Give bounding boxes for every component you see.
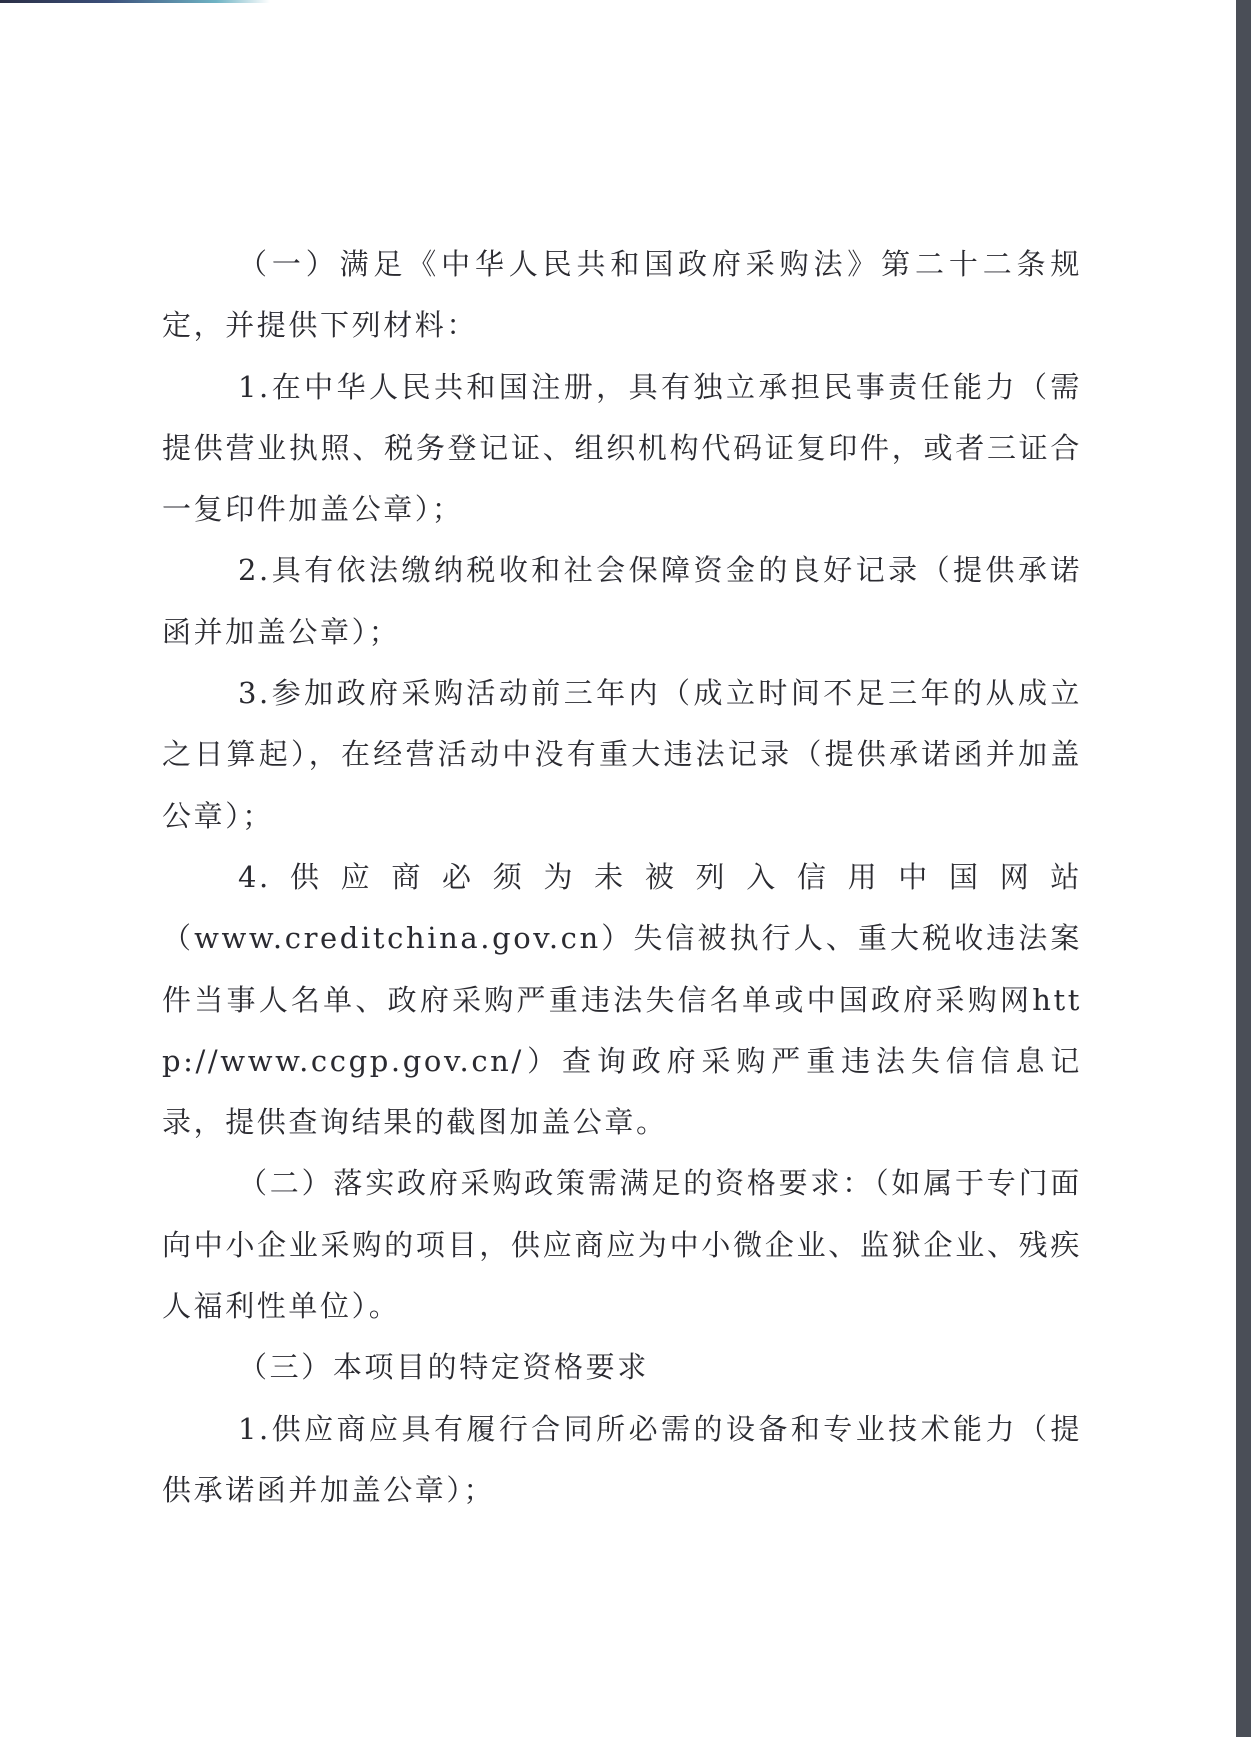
section-1-item-2 (162, 540, 1082, 663)
section-1-text: 满足《中华人民共和国政府采购法》第二十二条规定，并提供下列材料： (162, 247, 1082, 343)
item-text: 参加政府采购活动前三年内（成立时间不足三年的从成立之日算起），在经营活动中没有重大违法记录（提供承诺函并加盖公章）； (162, 676, 1082, 833)
item-text: 供应商应具有履行合同所必需的设备和专业技术能力（提供承诺函并加盖公章）； (162, 1411, 1082, 1507)
section-1-item-3 (162, 663, 1082, 847)
section-3-heading (162, 1337, 1082, 1398)
section-1-item-4 (162, 847, 1082, 1153)
item-number: 1. (238, 369, 271, 404)
item-number: 2. (238, 553, 271, 588)
section-3-item-1 (162, 1399, 1082, 1522)
item-4-first-line (162, 847, 1082, 908)
section-2-prefix: （二） (238, 1166, 334, 1201)
item-text-line1: 供应商必须为未被列入信用中国网站 (270, 859, 1082, 894)
document-page (162, 234, 1082, 1521)
item-text: 在中华人民共和国注册，具有独立承担民事责任能力（需提供营业执照、税务登记证、组织机构代码证复印件，或者三证合一复印件加盖公章）； (162, 369, 1082, 527)
scan-top-edge (0, 0, 270, 3)
scan-right-edge (1236, 0, 1251, 1737)
section-1-item-1 (162, 357, 1082, 541)
section-2-text: 落实政府采购政策需满足的资格要求：（如属于专门面向中小企业采购的项目，供应商应为中小微企业、监狱企业、残疾人福利性单位）。 (162, 1166, 1082, 1324)
item-number: 1. (238, 1411, 271, 1446)
section-2-heading (162, 1153, 1082, 1337)
section-1-heading (162, 234, 1082, 357)
item-number: 3. (238, 676, 271, 711)
section-3-prefix: （三） (238, 1350, 333, 1385)
item-text-rest: （www.creditchina.gov.cn）失信被执行人、重大税收违法案件当事人名单、政府采购严重违法失信名单或中国政府采购网http://www.ccgp.gov.cn/）查询政府采购严重违法失信信息记录，提供查询结果的截图加盖公章。 (162, 921, 1082, 1140)
item-text: 具有依法缴纳税收和社会保障资金的良好记录（提供承诺函并加盖公章）； (162, 553, 1082, 649)
item-number: 4. (238, 859, 271, 894)
section-3-text: 本项目的特定资格要求 (332, 1350, 649, 1385)
section-1-prefix: （一） (238, 247, 340, 281)
